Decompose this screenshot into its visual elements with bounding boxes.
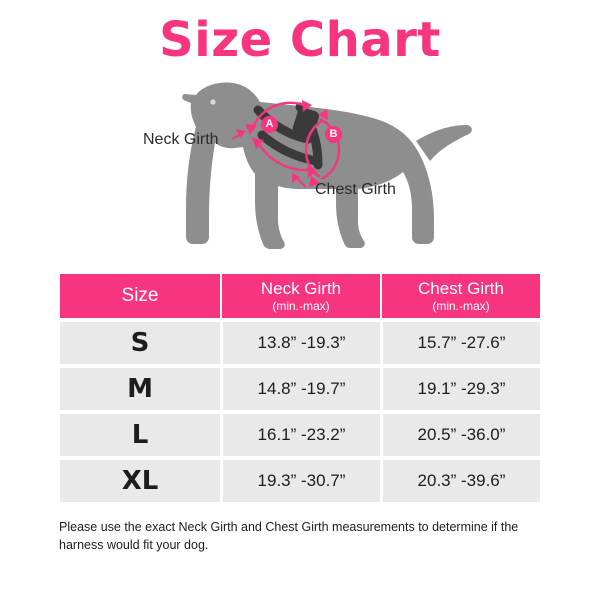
table-header-row	[60, 274, 540, 318]
badge-a: A	[261, 116, 278, 133]
neck-girth-label: Neck Girth	[143, 130, 219, 148]
cell-neck-girth: 19.3” -30.7”	[220, 460, 380, 502]
dog-silhouette-icon	[0, 69, 600, 264]
page-title: Size Chart	[159, 12, 441, 68]
table-row	[60, 460, 540, 502]
cell-chest-girth: 19.1” -29.3”	[380, 368, 540, 410]
cell-size: XL	[60, 460, 220, 502]
size-table	[60, 270, 540, 506]
column-header-chest-girth: Chest Girth (min.-max)	[380, 274, 540, 318]
size-chart-page	[0, 14, 600, 614]
cell-neck-girth: 13.8” -19.3”	[220, 322, 380, 364]
table-row	[60, 368, 540, 410]
cell-chest-girth: 20.3” -39.6”	[380, 460, 540, 502]
dog-illustration	[0, 69, 600, 264]
badge-b: B	[325, 126, 342, 143]
cell-size: M	[60, 368, 220, 410]
column-header-neck-girth: Neck Girth (min.-max)	[220, 274, 380, 318]
cell-chest-girth: 20.5” -36.0”	[380, 414, 540, 456]
cell-size: L	[60, 414, 220, 456]
table-row	[60, 322, 540, 364]
column-header-size: Size	[60, 274, 220, 318]
footnote: Please use the exact Neck Girth and Chest Girth measurements to determine if the harness would fit your dog.	[59, 519, 519, 552]
table-row	[60, 414, 540, 456]
chest-girth-label: Chest Girth	[315, 180, 396, 198]
cell-neck-girth: 16.1” -23.2”	[220, 414, 380, 456]
cell-size: S	[60, 322, 220, 364]
cell-neck-girth: 14.8” -19.7”	[220, 368, 380, 410]
cell-chest-girth: 15.7” -27.6”	[380, 322, 540, 364]
